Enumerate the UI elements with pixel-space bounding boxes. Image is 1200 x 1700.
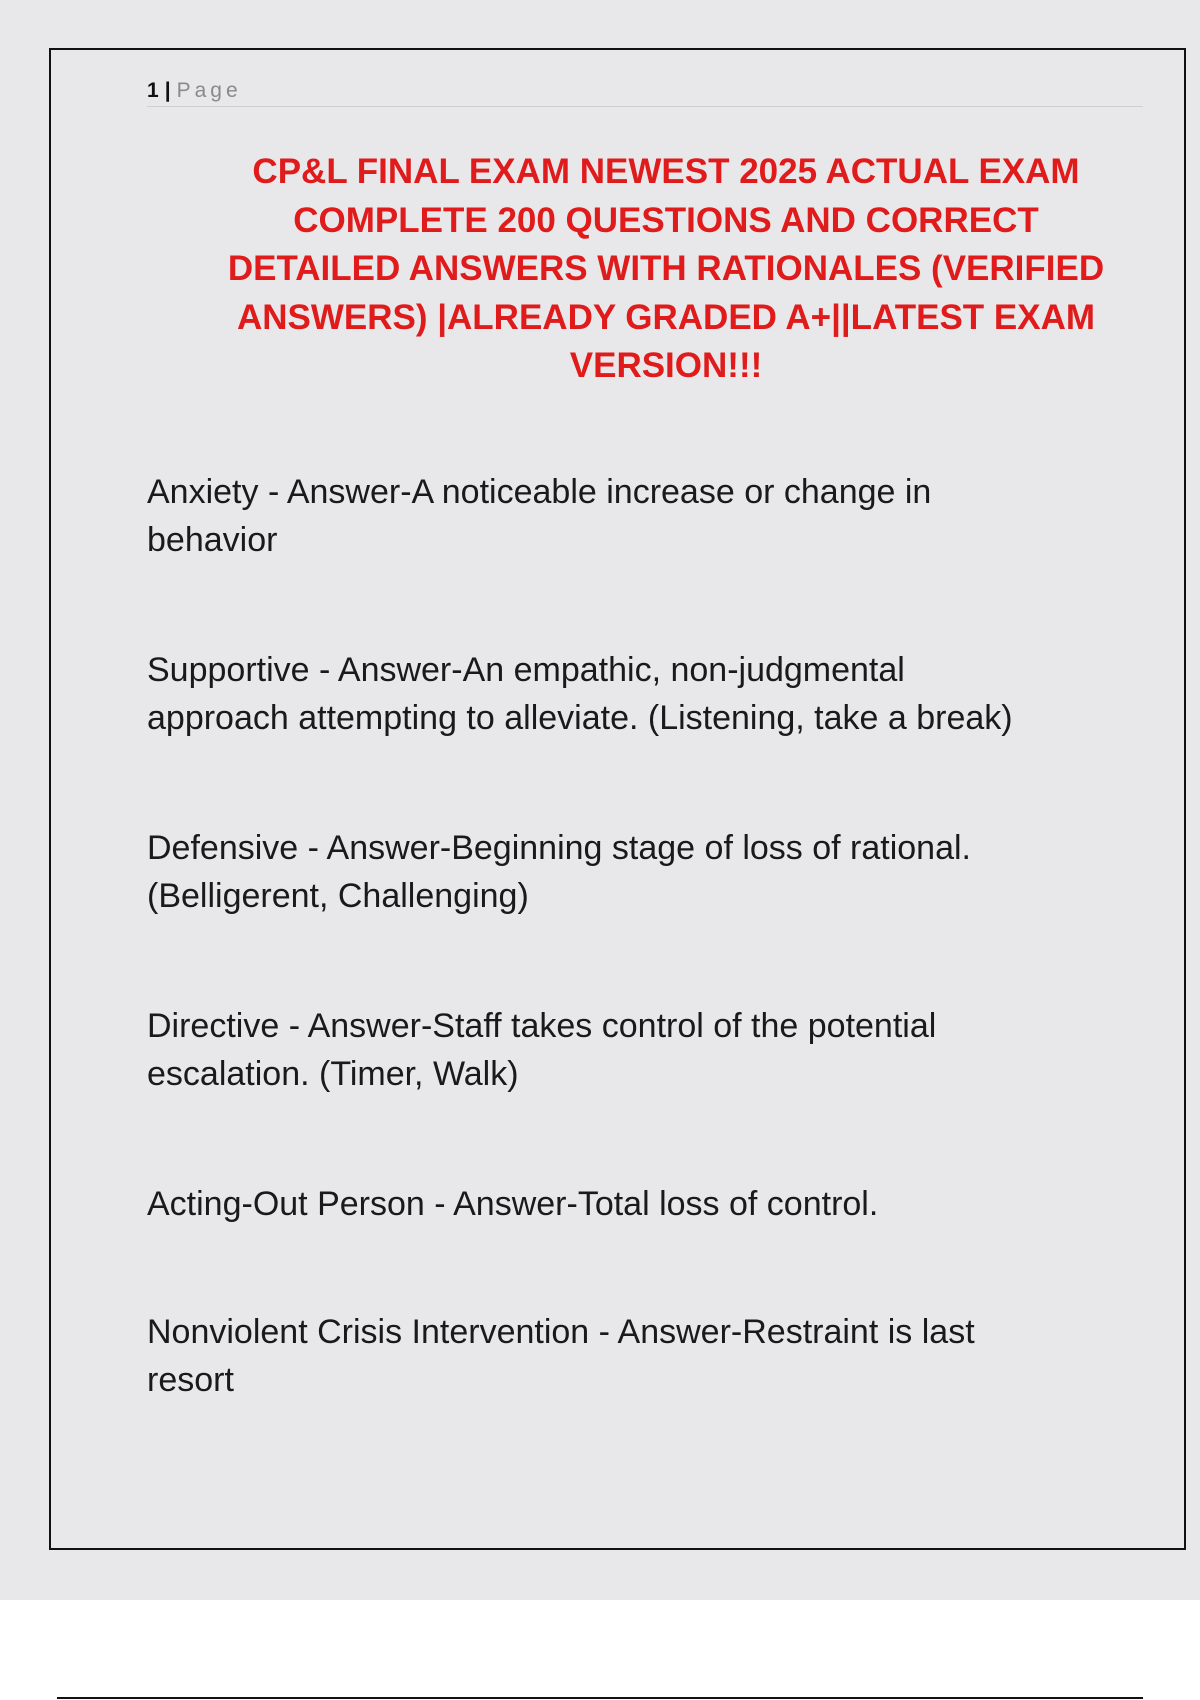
qa-line: Directive - Answer-Staff takes control of the potential [147, 1007, 937, 1045]
qa-entry-directive [147, 1002, 1147, 1098]
qa-line: Nonviolent Crisis Intervention - Answer-Restraint is last [147, 1313, 975, 1351]
qa-entry-supportive [147, 646, 1147, 742]
qa-entry-defensive [147, 824, 1147, 920]
qa-line: (Belligerent, Challenging) [147, 877, 529, 915]
qa-entry-anxiety [147, 468, 1147, 564]
qa-line: approach attempting to alleviate. (Listening, take a break) [147, 699, 1013, 737]
qa-line: Defensive - Answer-Beginning stage of loss of rational. [147, 829, 972, 867]
qa-entry-acting-out [147, 1180, 1147, 1228]
title-line: COMPLETE 200 QUESTIONS AND CORRECT [293, 200, 1039, 240]
document-title [161, 148, 1171, 391]
page-header-separator: | [164, 79, 171, 102]
page-header [147, 76, 1143, 107]
next-page-top-rule [57, 1697, 1143, 1699]
qa-line: Supportive - Answer-An empathic, non-judgmental [147, 651, 905, 689]
qa-entry-nonviolent-crisis [147, 1308, 1147, 1404]
title-line: ANSWERS) |ALREADY GRADED A+||LATEST EXAM [236, 297, 1096, 337]
qa-line: resort [147, 1361, 234, 1399]
page-label: Page [176, 79, 242, 102]
qa-line: Acting-Out Person - Answer-Total loss of control. [147, 1185, 879, 1223]
title-line: DETAILED ANSWERS WITH RATIONALES (VERIFIED [227, 249, 1105, 288]
qa-line: Anxiety - Answer-A noticeable increase or change in [147, 473, 932, 511]
title-line: CP&L FINAL EXAM NEWEST 2025 ACTUAL EXAM [252, 152, 1080, 191]
qa-line: behavior [147, 521, 278, 559]
title-line: VERSION!!! [569, 346, 763, 385]
qa-line: escalation. (Timer, Walk) [147, 1055, 519, 1093]
page-number: 1 [147, 79, 159, 102]
page [49, 48, 1186, 1550]
